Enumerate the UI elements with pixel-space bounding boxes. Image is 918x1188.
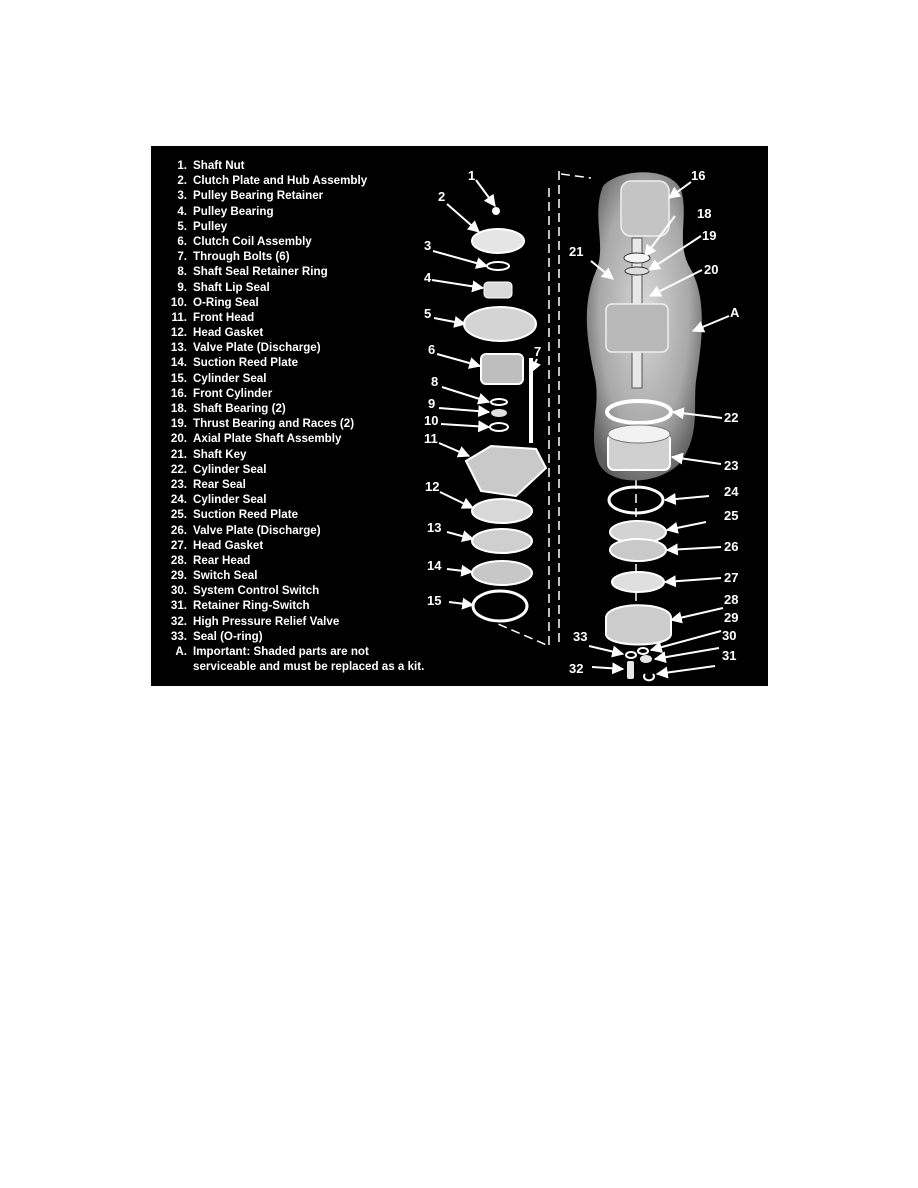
axial-plate-part <box>606 304 668 352</box>
o-ring-33-part <box>626 652 636 658</box>
shaft-seal-retainer-part <box>491 399 507 405</box>
shaded-cylinder-kit <box>587 172 702 480</box>
leader-31 <box>657 666 715 674</box>
legend-item: 10. O-Ring Seal <box>170 295 259 309</box>
legend-item: 24. Cylinder Seal <box>170 493 267 507</box>
callout-1: 1 <box>468 168 476 183</box>
leader-26 <box>667 547 721 550</box>
legend-item: 3. Pulley Bearing Retainer <box>177 189 324 203</box>
o-ring-seal-part <box>490 423 508 431</box>
front-cylinder-part <box>621 181 669 236</box>
callout-26: 26 <box>724 539 739 554</box>
legend-item: 9. Shaft Lip Seal <box>177 280 270 294</box>
suction-reed-14-part <box>472 561 532 585</box>
callout-13: 13 <box>427 520 442 535</box>
exploded-view-figure <box>151 146 768 686</box>
leader-6 <box>437 354 480 366</box>
callout-27: 27 <box>724 570 739 585</box>
callout-25: 25 <box>724 508 739 523</box>
callout-28: 28 <box>724 592 739 607</box>
legend-item: 8. Shaft Seal Retainer Ring <box>177 265 328 279</box>
callout-3: 3 <box>424 238 432 253</box>
legend-item: 21. Shaft Key <box>170 447 247 461</box>
switch-seal-part <box>638 648 648 654</box>
leader-32 <box>592 667 623 669</box>
leader-24 <box>665 496 709 500</box>
legend-item: 14. Suction Reed Plate <box>170 356 299 370</box>
callout-33: 33 <box>573 629 588 644</box>
leader-4 <box>432 280 483 288</box>
shaft-lip-seal-part <box>491 409 507 417</box>
retainer-ring-switch-part <box>644 674 654 680</box>
legend-item: 7. Through Bolts (6) <box>177 250 290 264</box>
relief-valve-part <box>627 661 634 679</box>
callout-4: 4 <box>424 270 432 285</box>
leader-27 <box>665 578 721 582</box>
callout-31: 31 <box>722 648 737 663</box>
clutch-coil-part <box>481 354 523 384</box>
callout-2: 2 <box>438 189 446 204</box>
legend-item: 13. Valve Plate (Discharge) <box>170 341 321 355</box>
callout-12: 12 <box>425 479 440 494</box>
leader-2 <box>447 204 479 232</box>
callout-23: 23 <box>724 458 739 473</box>
rear-seal-23-top <box>608 425 670 443</box>
legend-item: 31. Retainer Ring-Switch <box>170 599 310 613</box>
legend-item: 11. Front Head <box>171 310 255 324</box>
legend-item: 32. High Pressure Relief Valve <box>170 614 340 628</box>
legend-item: 16. Front Cylinder <box>170 386 273 400</box>
callout-9: 9 <box>428 396 436 411</box>
leader-33 <box>589 646 623 654</box>
legend-item: 5. Pulley <box>177 219 228 233</box>
leader-13 <box>447 532 473 539</box>
pulley-bearing-part <box>484 282 512 298</box>
legend-item: 2. Clutch Plate and Hub Assembly <box>177 174 368 188</box>
callout-30: 30 <box>722 628 737 643</box>
valve-plate-26-part <box>610 539 666 561</box>
leader-5 <box>434 318 465 324</box>
callout-29: 29 <box>724 610 739 625</box>
leader-15 <box>449 602 473 605</box>
leader-8 <box>442 387 489 402</box>
callout-20: 20 <box>704 262 719 277</box>
thrust-bearing-part <box>625 267 649 275</box>
callout-19: 19 <box>702 228 717 243</box>
legend-item: 20. Axial Plate Shaft Assembly <box>170 432 342 446</box>
pulley-part <box>464 307 536 341</box>
legend-item: 1. Shaft Nut <box>177 159 245 172</box>
system-control-switch-part <box>640 655 652 663</box>
callout-10: 10 <box>424 413 439 428</box>
pulley-bearing-retainer-part <box>487 262 509 270</box>
legend-item: 22. Cylinder Seal <box>170 462 267 476</box>
callout-11: 11 <box>424 431 438 446</box>
callout-15: 15 <box>427 593 442 608</box>
callout-22: 22 <box>724 410 739 425</box>
callout-18: 18 <box>697 206 712 221</box>
legend-item: 4. Pulley Bearing <box>177 204 274 218</box>
leader-11 <box>439 443 469 456</box>
compressor-exploded-diagram <box>151 146 768 686</box>
callout-21: 21 <box>569 244 584 259</box>
legend-item: 23. Rear Seal <box>170 477 246 491</box>
legend-item: 33. Seal (O-ring) <box>170 629 263 643</box>
legend-item: 26. Valve Plate (Discharge) <box>170 523 321 537</box>
head-gasket-12-part <box>472 499 532 523</box>
callout-5: 5 <box>424 306 432 321</box>
leader-3 <box>433 251 487 266</box>
leader-1 <box>476 180 495 206</box>
legend-item: 27. Head Gasket <box>170 538 264 552</box>
legend-note-continued: serviceable and must be replaced as a kit. <box>193 660 425 674</box>
legend-item: 28. Rear Head <box>170 553 251 567</box>
callout-32: 32 <box>569 661 584 676</box>
callout-7: 7 <box>534 344 542 359</box>
head-gasket-27-part <box>612 572 664 592</box>
legend-item: 25. Suction Reed Plate <box>170 508 299 522</box>
legend-item: 15. Cylinder Seal <box>170 371 267 385</box>
rear-head-part <box>606 605 671 644</box>
leader-12 <box>440 492 473 508</box>
leader-9 <box>439 408 489 412</box>
leader-10 <box>441 424 489 427</box>
legend-item: 18. Shaft Bearing (2) <box>170 402 286 415</box>
legend-item: 6. Clutch Coil Assembly <box>177 234 312 248</box>
front-head-part <box>466 446 546 496</box>
callout-14: 14 <box>427 558 442 573</box>
leader-30 <box>655 648 719 659</box>
valve-plate-13-part <box>472 529 532 553</box>
cylinder-seal-15-part <box>473 591 527 621</box>
callout-8: 8 <box>431 374 439 389</box>
legend-item: 19. Thrust Bearing and Races (2) <box>170 417 355 431</box>
clutch-plate-hub-part <box>472 229 524 253</box>
callout-16: 16 <box>691 168 706 183</box>
leader-28 <box>671 608 723 620</box>
legend-item: 12. Head Gasket <box>170 326 264 340</box>
left-column-parts <box>464 207 546 621</box>
callout-6: 6 <box>428 342 436 357</box>
legend-item: 30. System Control Switch <box>170 584 320 598</box>
legend-item: 29. Switch Seal <box>170 569 258 583</box>
callout-24: 24 <box>724 484 739 499</box>
legend-note: A. Important: Shaded parts are not <box>175 645 369 658</box>
callout-A: A <box>730 305 740 320</box>
leader-25 <box>667 522 706 530</box>
leader-14 <box>447 569 472 572</box>
shaft-nut-part <box>492 207 500 215</box>
